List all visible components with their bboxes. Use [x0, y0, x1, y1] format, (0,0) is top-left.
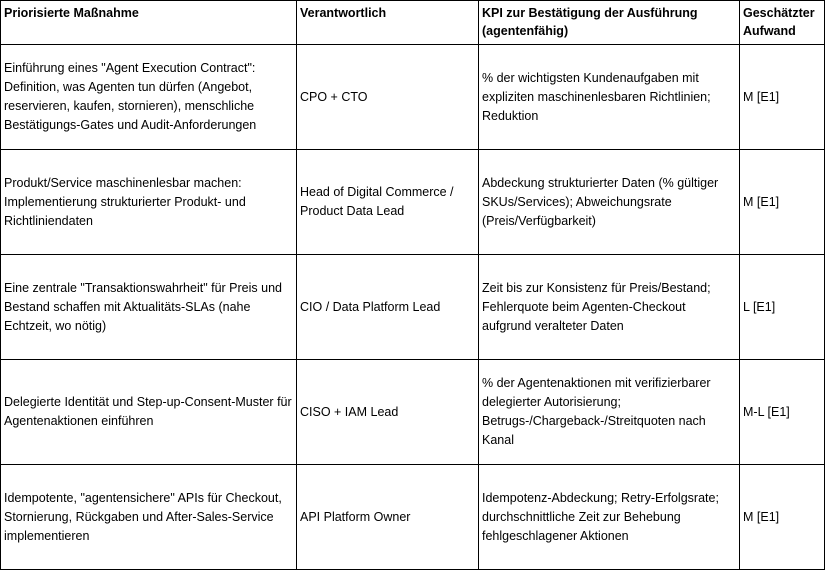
cell-owner: API Platform Owner — [297, 465, 479, 570]
cell-owner: CIO / Data Platform Lead — [297, 255, 479, 360]
cell-measure: Einführung eines "Agent Execution Contract": Definition, was Agenten tun dürfen (Angebot, reservieren, kaufen, stornieren), menschliche Bestätigungs-Gates und Audit-Anforderungen — [1, 45, 297, 150]
cell-effort: M [E1] — [740, 150, 825, 255]
cell-kpi: % der Agentenaktionen mit verifizierbarer delegierter Autorisierung; Betrugs-/Chargeback-/Streitquoten nach Kanal — [479, 360, 740, 465]
cell-effort: M [E1] — [740, 465, 825, 570]
cell-effort: L [E1] — [740, 255, 825, 360]
header-row — [1, 1, 825, 45]
cell-kpi: Zeit bis zur Konsistenz für Preis/Bestand; Fehlerquote beim Agenten-Checkout aufgrund veralteter Daten — [479, 255, 740, 360]
cell-owner: CISO + IAM Lead — [297, 360, 479, 465]
cell-measure: Idempotente, "agentensichere" APIs für Checkout, Stornierung, Rückgaben und After-Sales-Service implementieren — [1, 465, 297, 570]
table-row — [1, 150, 825, 255]
header-effort: Geschätzter Aufwand — [740, 1, 825, 45]
cell-owner: Head of Digital Commerce / Product Data Lead — [297, 150, 479, 255]
cell-kpi: % der wichtigsten Kundenaufgaben mit expliziten maschinenlesbaren Richtlinien; Reduktion — [479, 45, 740, 150]
cell-effort: M [E1] — [740, 45, 825, 150]
cell-owner: CPO + CTO — [297, 45, 479, 150]
cell-effort: M-L [E1] — [740, 360, 825, 465]
header-owner: Verantwortlich — [297, 1, 479, 45]
header-measure: Priorisierte Maßnahme — [1, 1, 297, 45]
table-row — [1, 45, 825, 150]
cell-measure: Eine zentrale "Transaktionswahrheit" für Preis und Bestand schaffen mit Aktualitäts-SLAs (nahe Echtzeit, wo nötig) — [1, 255, 297, 360]
cell-kpi: Idempotenz-Abdeckung; Retry-Erfolgsrate; durchschnittliche Zeit zur Behebung fehlgeschlagener Aktionen — [479, 465, 740, 570]
cell-measure: Produkt/Service maschinenlesbar machen: Implementierung strukturierter Produkt- und Richtliniendaten — [1, 150, 297, 255]
header-kpi: KPI zur Bestätigung der Ausführung (agentenfähig) — [479, 1, 740, 45]
table-row — [1, 465, 825, 570]
table-row — [1, 360, 825, 465]
cell-measure: Delegierte Identität und Step-up-Consent-Muster für Agentenaktionen einführen — [1, 360, 297, 465]
table-row — [1, 255, 825, 360]
cell-kpi: Abdeckung strukturierter Daten (% gültiger SKUs/Services); Abweichungsrate (Preis/Verfügbarkeit) — [479, 150, 740, 255]
